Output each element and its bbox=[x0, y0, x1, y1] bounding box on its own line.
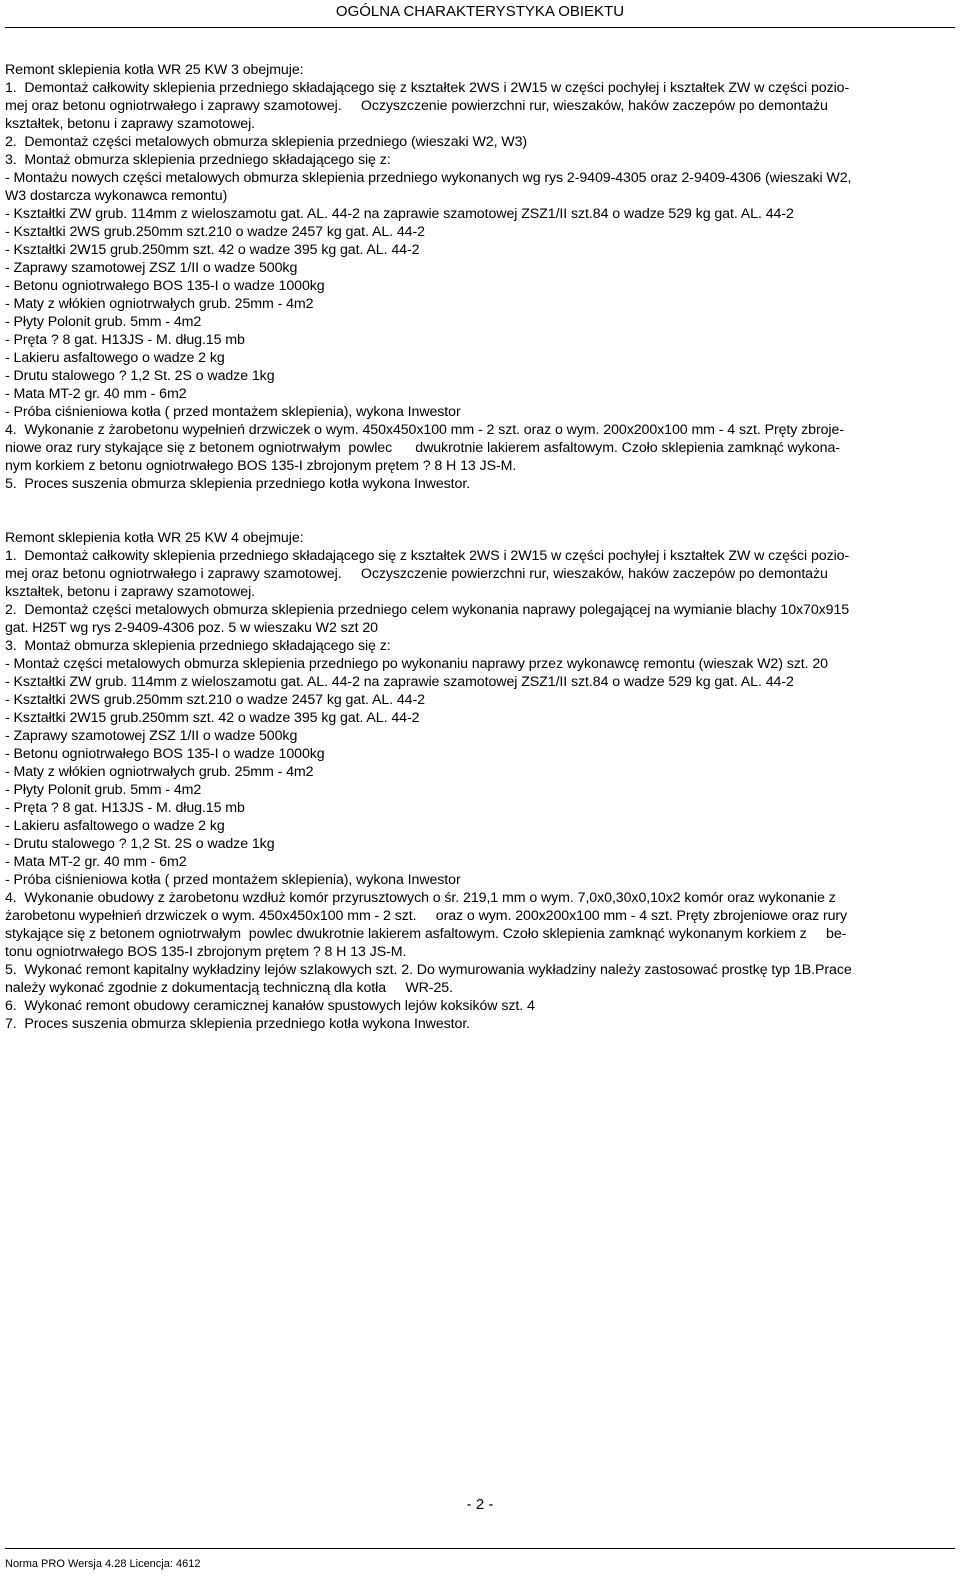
text-line: kształtek, betonu i zaprawy szamotowej. bbox=[5, 584, 256, 600]
text-line: 5. Wykonać remont kapitalny wykładziny lejów szlakowych szt. 2. Do wymurowania wykładziny należy zastosować prostkę typ 1B.Prace bbox=[5, 962, 852, 978]
text-line: W3 dostarcza wykonawca remontu) bbox=[5, 188, 228, 204]
text-line: - Pręta ? 8 gat. H13JS - M. dług.15 mb bbox=[5, 332, 245, 348]
header-divider bbox=[5, 27, 955, 28]
software-license-note: Norma PRO Wersja 4.28 Licencja: 4612 bbox=[5, 1558, 201, 1570]
text-line: 7. Proces suszenia obmurza sklepienia przedniego kotła wykona Inwestor. bbox=[5, 1016, 471, 1032]
text-line: - Mata MT-2 gr. 40 mm - 6m2 bbox=[5, 386, 187, 402]
text-line: - Mata MT-2 gr. 40 mm - 6m2 bbox=[5, 854, 187, 870]
text-line: - Kształtki 2W15 grub.250mm szt. 42 o wadze 395 kg gat. AL. 44-2 bbox=[5, 242, 420, 258]
page-title: OGÓLNA CHARAKTERYSTYKA OBIEKTU bbox=[335, 3, 625, 20]
text-line: - Lakieru asfaltowego o wadze 2 kg bbox=[5, 350, 225, 366]
text-line: 3. Montaż obmurza sklepienia przedniego składającego się z: bbox=[5, 638, 391, 654]
text-line: - Montażu nowych części metalowych obmurza sklepienia przedniego wykonanych wg rys 2-9409-4305 oraz 2-9409-4306 (wieszaki W2, bbox=[5, 170, 852, 186]
text-line: 1. Demontaż całkowity sklepienia przedniego składającego się z kształtek 2WS i 2W15 w części pochyłej i kształtek ZW w części pozio- bbox=[5, 80, 850, 96]
text-line: - Betonu ogniotrwałego BOS 135-I o wadze 1000kg bbox=[5, 746, 325, 762]
text-line: 1. Demontaż całkowity sklepienia przedniego składającego się z kształtek 2WS i 2W15 w części pochyłej i kształtek ZW w części pozio- bbox=[5, 548, 850, 564]
text-line: stykające się z betonem ogniotrwałym powlec dwukrotnie lakierem asfaltowym. Czoło sklepienia zamknąć wykonanym korkiem z be- bbox=[5, 926, 847, 942]
text-line: - Zaprawy szamotowej ZSZ 1/II o wadze 500kg bbox=[5, 728, 298, 744]
text-line: - Próba ciśnieniowa kotła ( przed montażem sklepienia), wykona Inwestor bbox=[5, 404, 461, 420]
text-line: tonu ogniotrwałego BOS 135-I zbrojonym prętem ? 8 H 13 JS-M. bbox=[5, 944, 407, 960]
text-line: mej oraz betonu ogniotrwałego i zaprawy szamotowej. Oczyszczenie powierzchni rur, wieszaków, haków zaczepów po demontażu bbox=[5, 566, 828, 582]
text-line: - Lakieru asfaltowego o wadze 2 kg bbox=[5, 818, 225, 834]
page-header bbox=[0, 0, 960, 24]
text-line: należy wykonać zgodnie z dokumentacją techniczną dla kotła WR-25. bbox=[5, 980, 453, 996]
section-kw3 bbox=[5, 61, 955, 493]
page-number: - 2 - bbox=[466, 1496, 494, 1513]
text-line: - Drutu stalowego ? 1,2 St. 2S o wadze 1kg bbox=[5, 836, 275, 852]
text-line: - Betonu ogniotrwałego BOS 135-I o wadze 1000kg bbox=[5, 278, 325, 294]
text-line: - Kształtki 2WS grub.250mm szt.210 o wadze 2457 kg gat. AL. 44-2 bbox=[5, 692, 425, 708]
text-line: niowe oraz rury stykające się z betonem ogniotrwałym powlec dwukrotnie lakierem asfaltowym. Czoło sklepienia zamknąć wykona- bbox=[5, 440, 840, 456]
footer-divider bbox=[5, 1548, 955, 1549]
text-line: - Płyty Polonit grub. 5mm - 4m2 bbox=[5, 314, 202, 330]
text-line: 4. Wykonanie z żarobetonu wypełnień drzwiczek o wym. 450x450x100 mm - 2 szt. oraz o wym. 200x200x100 mm - 4 szt. Pręty zbroje- bbox=[5, 422, 844, 438]
text-line: nym korkiem z betonu ogniotrwałego BOS 135-I zbrojonym prętem ? 8 H 13 JS-M. bbox=[5, 458, 517, 474]
section-kw4 bbox=[5, 529, 955, 1033]
text-line: żarobetonu wypełnień drzwiczek o wym. 450x450x100 mm - 2 szt. oraz o wym. 200x200x100 mm - 4 szt. Pręty zbrojeniowe oraz rury bbox=[5, 908, 848, 924]
text-line: - Maty z włókien ogniotrwałych grub. 25mm - 4m2 bbox=[5, 764, 314, 780]
text-line: kształtek, betonu i zaprawy szamotowej. bbox=[5, 116, 256, 132]
text-line: - Płyty Polonit grub. 5mm - 4m2 bbox=[5, 782, 202, 798]
text-line: - Kształtki ZW grub. 114mm z wieloszamotu gat. AL. 44-2 na zaprawie szamotowej ZSZ1/II szt.84 o wadze 529 kg gat. AL. 44-2 bbox=[5, 206, 794, 222]
text-line: - Kształtki 2WS grub.250mm szt.210 o wadze 2457 kg gat. AL. 44-2 bbox=[5, 224, 425, 240]
text-line: 5. Proces suszenia obmurza sklepienia przedniego kotła wykona Inwestor. bbox=[5, 476, 471, 492]
text-line: - Montaż części metalowych obmurza sklepienia przedniego po wykonaniu naprawy przez wykonawcę remontu (wieszak W2) szt. 20 bbox=[5, 656, 828, 672]
text-line: gat. H25T wg rys 2-9409-4306 poz. 5 w wieszaku W2 szt 20 bbox=[5, 620, 378, 636]
text-line: - Próba ciśnieniowa kotła ( przed montażem sklepienia), wykona Inwestor bbox=[5, 872, 461, 888]
text-line: - Kształtki ZW grub. 114mm z wieloszamotu gat. AL. 44-2 na zaprawie szamotowej ZSZ1/II szt.84 o wadze 529 kg gat. AL. 44-2 bbox=[5, 674, 794, 690]
text-line: - Pręta ? 8 gat. H13JS - M. dług.15 mb bbox=[5, 800, 245, 816]
text-line: - Drutu stalowego ? 1,2 St. 2S o wadze 1kg bbox=[5, 368, 275, 384]
text-line: 4. Wykonanie obudowy z żarobetonu wzdłuż komór przyrusztowych o śr. 219,1 mm o wym. 7,0x0,30x0,10x2 komór oraz wykonanie z bbox=[5, 890, 836, 906]
text-line: - Kształtki 2W15 grub.250mm szt. 42 o wadze 395 kg gat. AL. 44-2 bbox=[5, 710, 420, 726]
text-line: 3. Montaż obmurza sklepienia przedniego składającego się z: bbox=[5, 152, 391, 168]
section-heading: Remont sklepienia kotła WR 25 KW 4 obejmuje: bbox=[5, 530, 304, 546]
text-line: 2. Demontaż części metalowych obmurza sklepienia przedniego (wieszaki W2, W3) bbox=[5, 134, 528, 150]
text-line: - Zaprawy szamotowej ZSZ 1/II o wadze 500kg bbox=[5, 260, 298, 276]
text-line: - Maty z włókien ogniotrwałych grub. 25mm - 4m2 bbox=[5, 296, 314, 312]
section-heading: Remont sklepienia kotła WR 25 KW 3 obejmuje: bbox=[5, 62, 304, 78]
text-line: 6. Wykonać remont obudowy ceramicznej kanałów spustowych lejów koksików szt. 4 bbox=[5, 998, 535, 1014]
text-line: 2. Demontaż części metalowych obmurza sklepienia przedniego celem wykonania naprawy polegającej na wymianie blachy 10x70x915 bbox=[5, 602, 850, 618]
text-line: mej oraz betonu ogniotrwałego i zaprawy szamotowej. Oczyszczenie powierzchni rur, wieszaków, haków zaczepów po demontażu bbox=[5, 98, 828, 114]
